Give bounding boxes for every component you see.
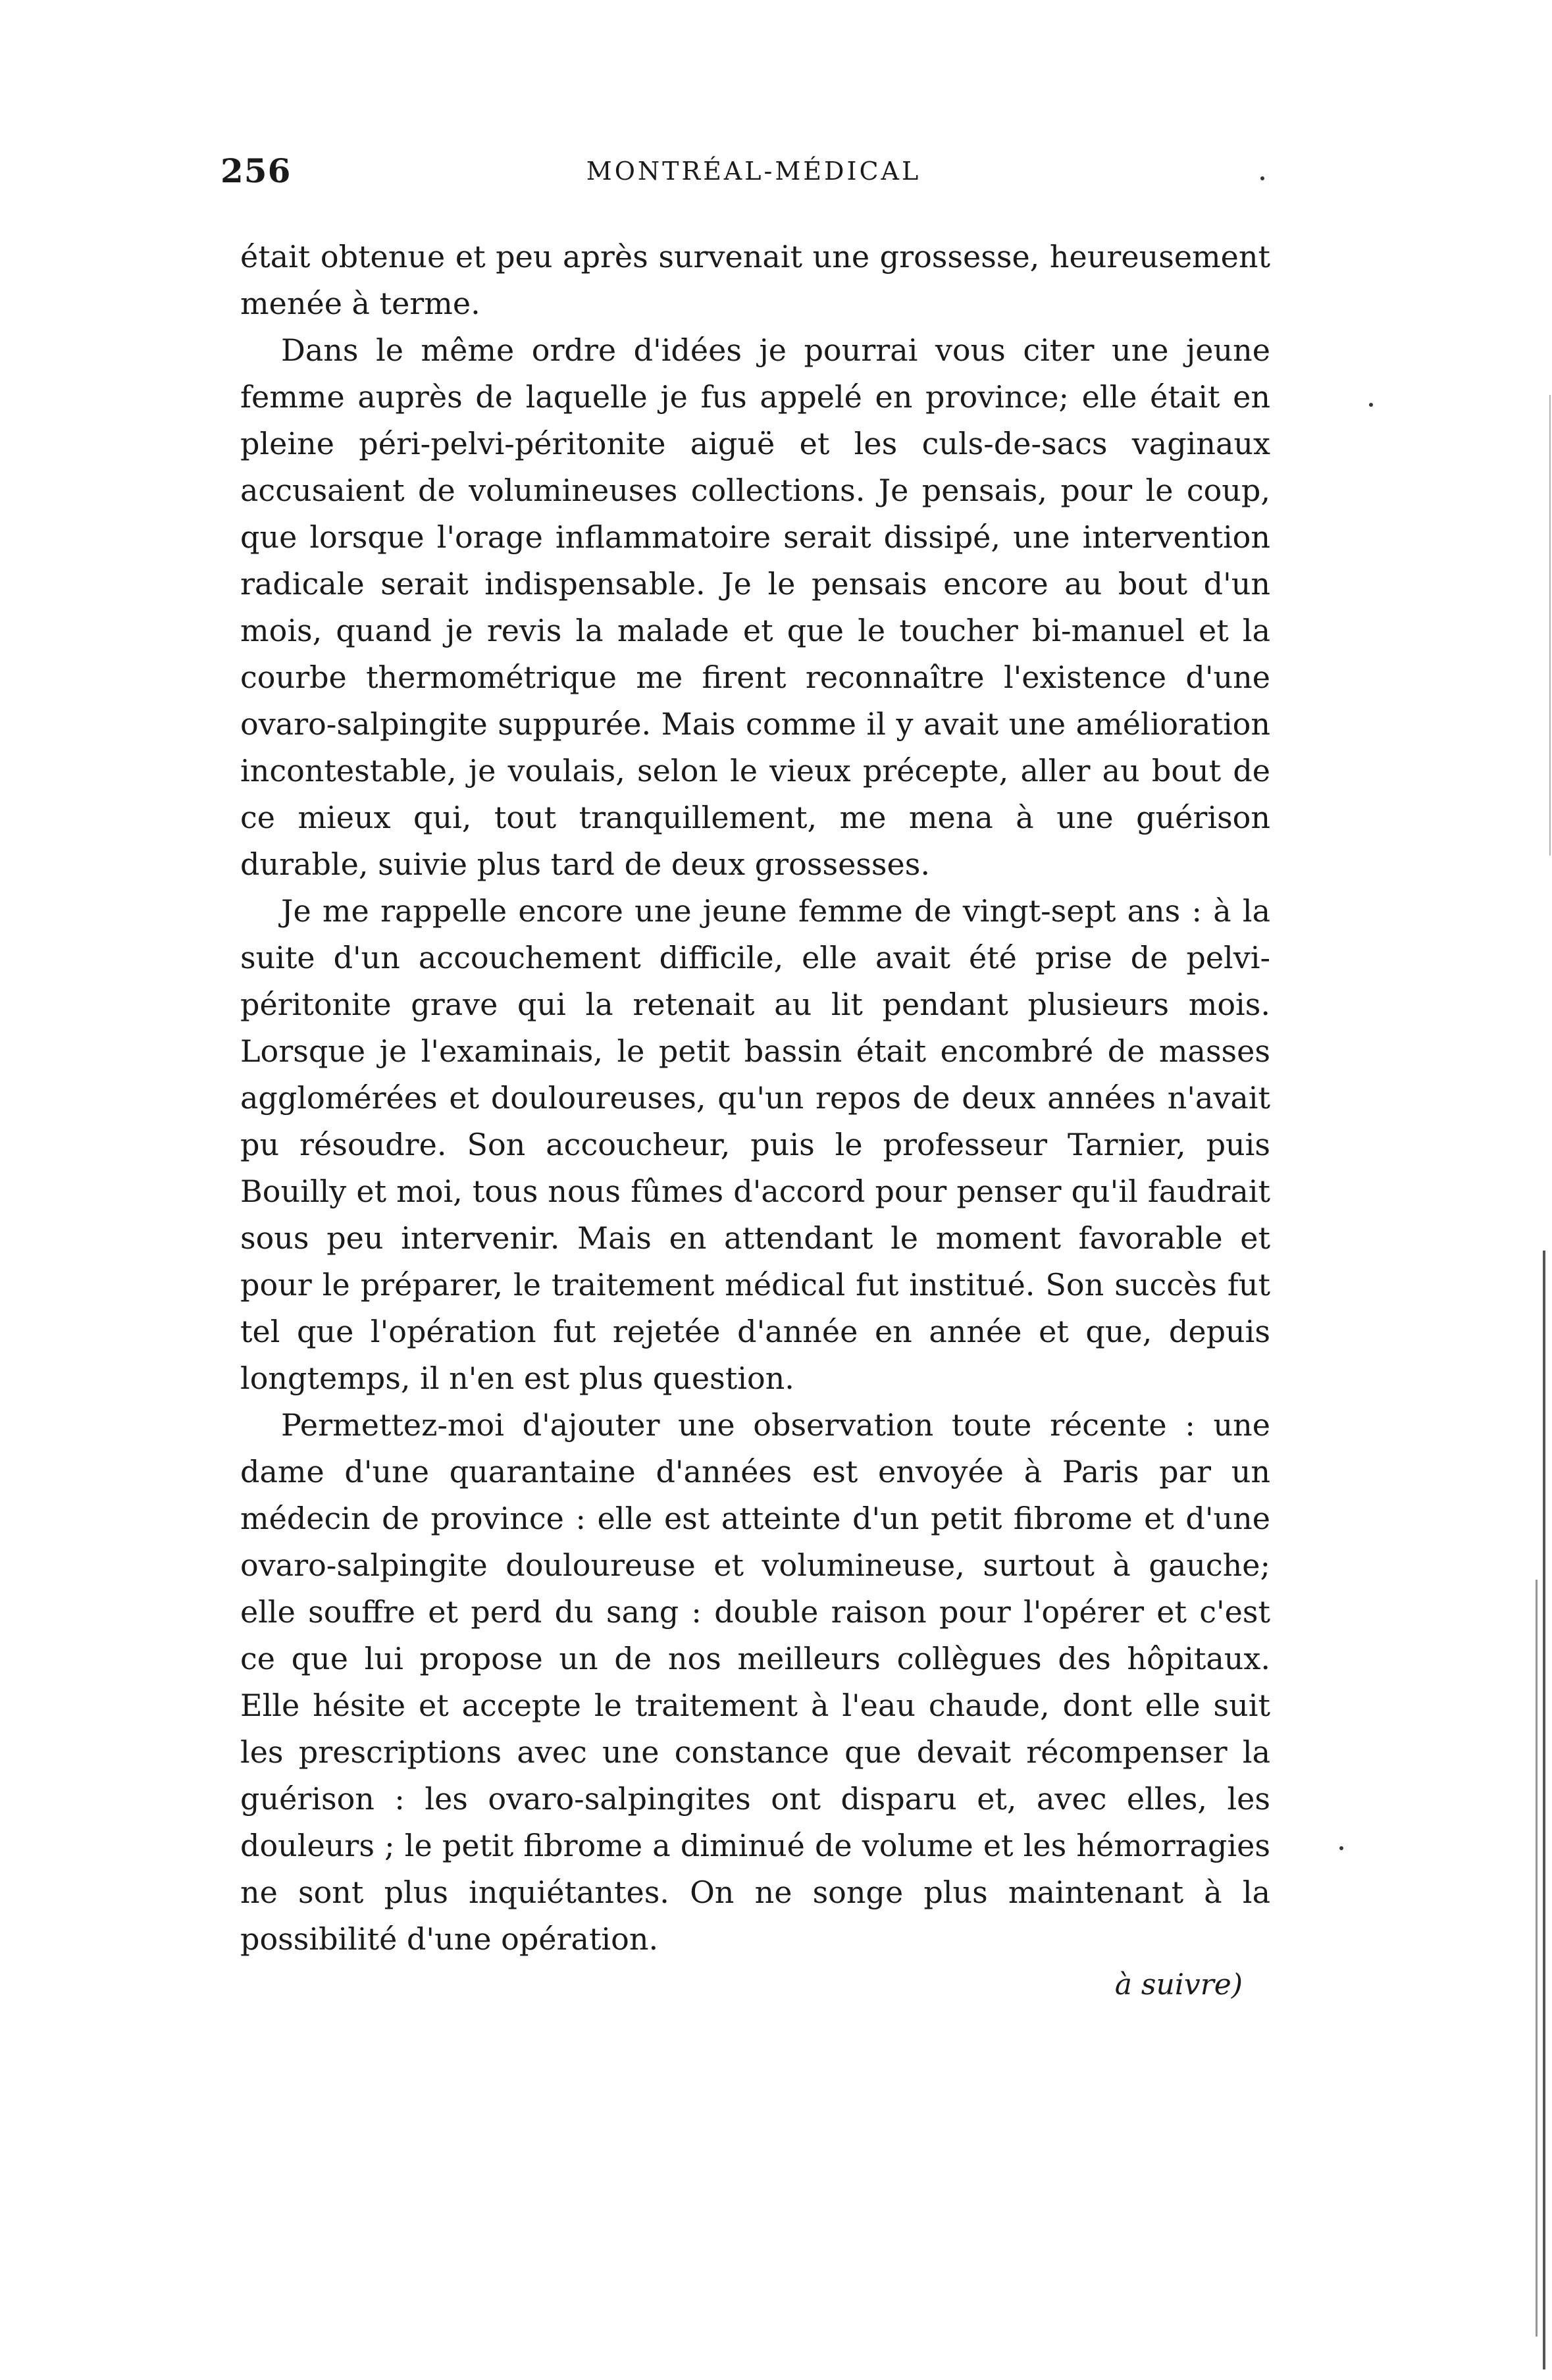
- scan-edge-mark: [1543, 1251, 1545, 2369]
- scan-edge-mark: [1536, 1580, 1538, 2337]
- running-head: [220, 151, 1287, 197]
- scan-edge-mark: [1549, 395, 1551, 856]
- to-be-continued-note: à suivre): [1114, 1968, 1243, 2002]
- page-number: 256: [220, 151, 292, 190]
- scan-speck: [1369, 403, 1373, 407]
- scan-speck: [1260, 176, 1264, 180]
- journal-title: MONTRÉAL-MÉDICAL: [586, 157, 921, 186]
- scan-speck: [1339, 1846, 1343, 1850]
- paragraph: Permettez-moi d'ajouter une observation toute récente : une dame d'une quarantaine d'années est envoyée à Paris par un médecin de province : elle est atteinte d'un petit fibrome et d'une ovaro-salpingite douloureuse et volumineuse, surtout à gauche; elle souffre et perd du sang : double raison pour l'opérer et c'est ce que lui propose un de nos meilleurs collègues des hôpitaux. Elle hésite et accepte le traitement à l'eau chaude, dont elle suit les prescriptions avec une constance que devait récompenser la guérison : les ovaro-salpingites ont disparu et, avec elles, les douleurs ; le petit fibrome a diminué de volume et les hémorragies ne sont plus inquiétantes. On ne songe plus maintenant à la possibilité d'une opération.: [240, 1407, 1270, 1957]
- paragraph: Dans le même ordre d'idées je pourrai vous citer une jeune femme auprès de laquelle je fus appelé en province; elle était en pleine péri-pelvi-péritonite aiguë et les culs-de-sacs vaginaux accusaient de volumineuses collections. Je pensais, pour le coup, que lorsque l'orage inflammatoire serait dissipé, une intervention radicale serait indispensable. Je le pensais encore au bout d'un mois, quand je revis la malade et que le toucher bi-manuel et la courbe thermométrique me firent reconnaître l'existence d'une ovaro-salpingite suppurée. Mais comme il y avait une amélioration incontestable, je voulais, selon le vieux précepte, aller au bout de ce mieux qui, tout tranquillement, me mena à une guérison durable, suivie plus tard de deux grossesses.: [240, 332, 1270, 882]
- paragraph: Je me rappelle encore une jeune femme de vingt-sept ans : à la suite d'un accouchement difficile, elle avait été prise de pelvi-péritonite grave qui la retenait au lit pendant plusieurs mois. Lorsque je l'examinais, le petit bassin était encombré de masses agglomérées et douloureuses, qu'un repos de deux années n'avait pu résoudre. Son accoucheur, puis le professeur Tarnier, puis Bouilly et moi, tous nous fûmes d'accord pour penser qu'il faudrait sous peu intervenir. Mais en attendant le moment favorable et pour le préparer, le traitement médical fut institué. Son succès fut tel que l'opération fut rejetée d'année en année et que, depuis longtemps, il n'en est plus question.: [240, 893, 1270, 1396]
- article-body: [240, 234, 1270, 1963]
- paragraph-continuation: était obtenue et peu après survenait une grossesse, heureusement menée à terme.: [240, 239, 1270, 321]
